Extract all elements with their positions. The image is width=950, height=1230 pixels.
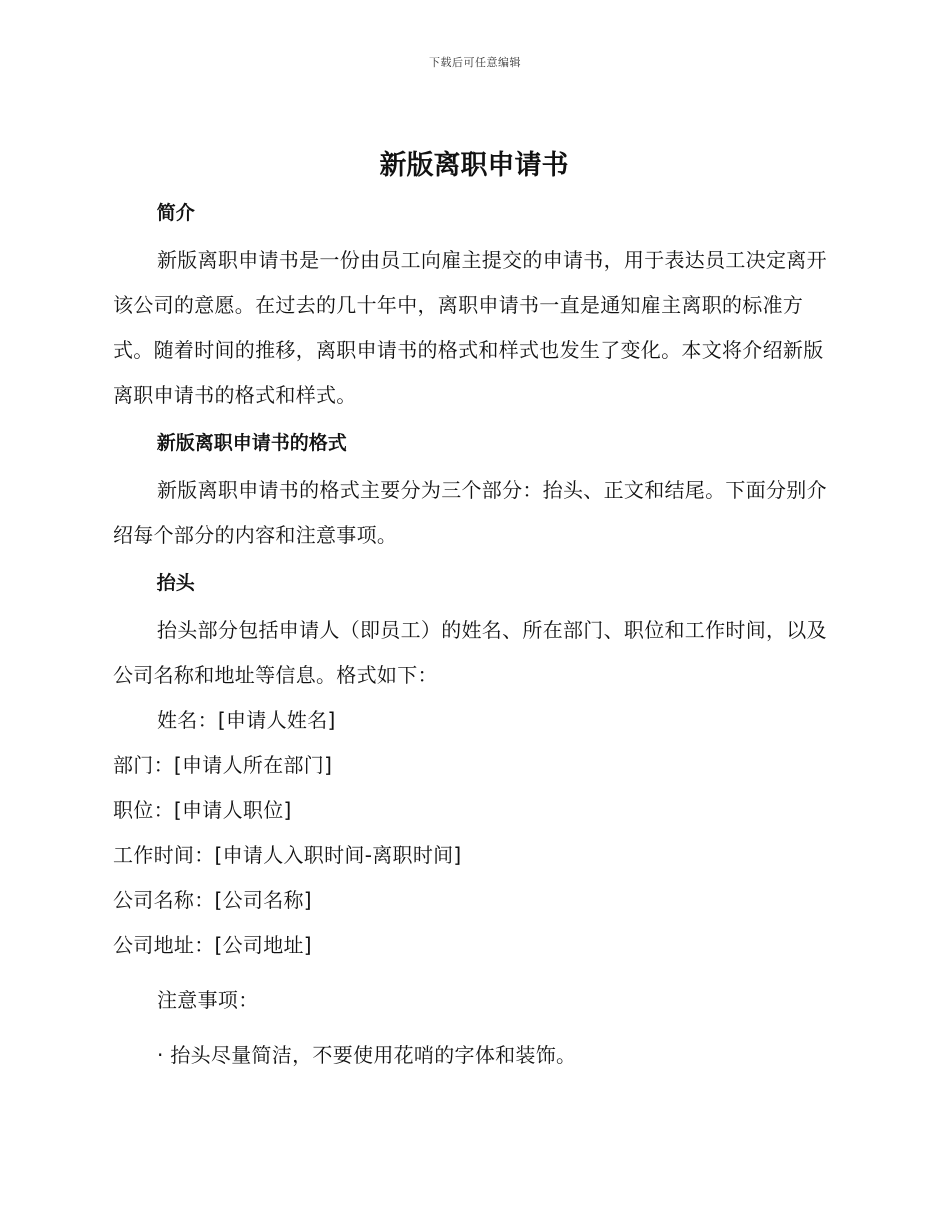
field-row-department (113, 743, 835, 788)
field-label: 职位： (113, 798, 174, 822)
format-paragraph: 新版离职申请书的格式主要分为三个部分：抬头、正文和结尾。下面分别介绍每个部分的内容和注意事项。 (113, 478, 827, 547)
intro-paragraph: 新版离职申请书是一份由员工向雇主提交的申请书，用于表达员工决定离开该公司的意愿。在过去的几十年中，离职申请书一直是通知雇主离职的标准方式。随着时间的推移，离职申请书的格式和样式也发生了变化。本文将介绍新版离职申请书的格式和样式。 (113, 248, 827, 407)
field-row-work-period (113, 833, 835, 878)
field-label: 公司地址： (113, 933, 215, 957)
field-label: 部门： (113, 753, 174, 777)
field-label: 工作时间： (113, 843, 215, 867)
section-heading-intro: 简介 (156, 202, 195, 224)
page-header-note: 下载后可任意编辑 (429, 56, 521, 69)
section-heading-format: 新版离职申请书的格式 (156, 432, 347, 454)
field-label: 公司名称： (113, 888, 215, 912)
notes-label: 注意事项： (157, 988, 259, 1012)
header-paragraph: 抬头部分包括申请人（即员工）的姓名、所在部门、职位和工作时间，以及公司名称和地址等信息。格式如下： (113, 618, 827, 687)
field-row-name (113, 698, 835, 743)
field-value: [公司名称] (214, 888, 312, 912)
field-row-position (113, 788, 835, 833)
field-value: [申请人入职时间-离职时间] (214, 843, 462, 867)
field-value: [公司地址] (214, 933, 312, 957)
field-value: [申请人姓名] (217, 708, 336, 732)
field-label: 姓名： (157, 708, 218, 732)
field-row-company-address (113, 923, 835, 968)
field-value: [申请人职位] (173, 798, 292, 822)
note-item: · 抬头尽量简洁，不要使用花哨的字体和装饰。 (157, 1043, 577, 1067)
section-heading-header: 抬头 (156, 572, 195, 594)
document-body (113, 146, 835, 1078)
field-value: [申请人所在部门] (173, 753, 333, 777)
document-title: 新版离职申请书 (379, 150, 569, 181)
field-row-company-name (113, 878, 835, 923)
